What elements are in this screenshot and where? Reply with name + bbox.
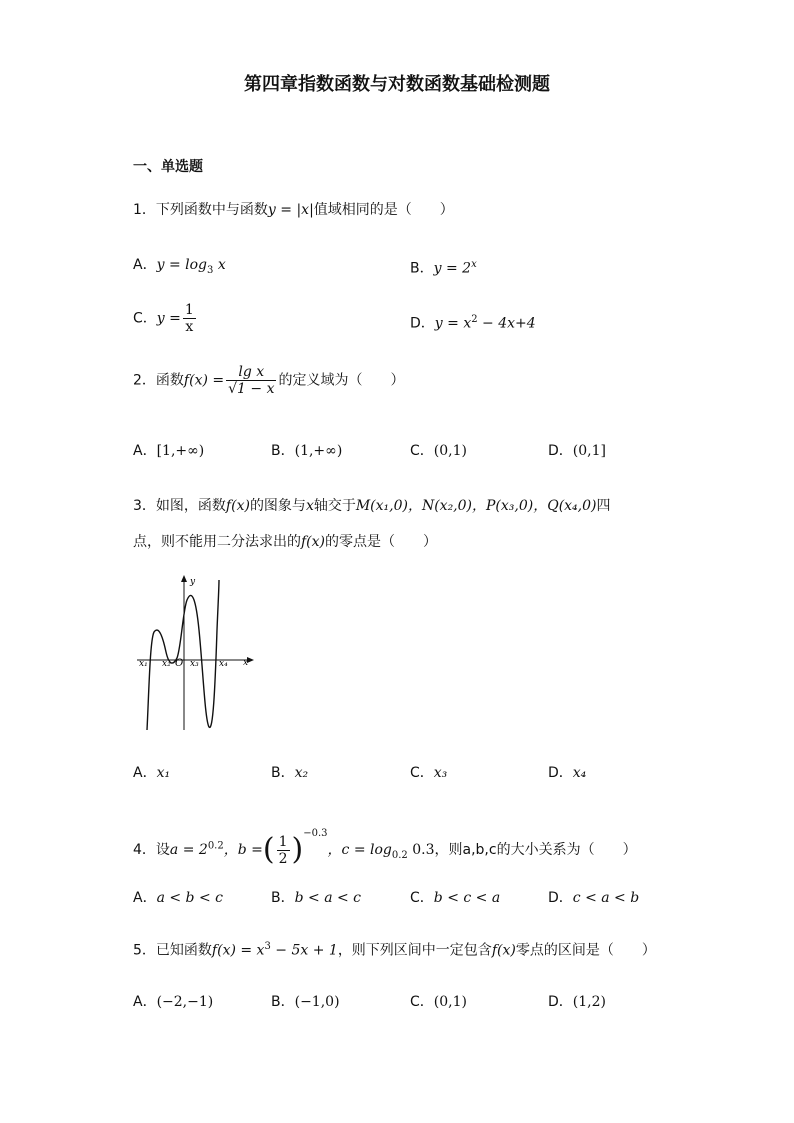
question-5 <box>133 935 656 963</box>
q2-prefix: 2．函数 <box>133 372 184 389</box>
option-label: B． <box>271 890 295 906</box>
option-label: B． <box>271 765 295 781</box>
y-axis-label: y <box>190 577 196 587</box>
denominator: x <box>185 319 194 335</box>
q2-option-b[interactable] <box>271 439 342 463</box>
option-value: (1,2) <box>572 994 606 1010</box>
option-label: A． <box>133 994 157 1010</box>
q4-option-a[interactable] <box>133 886 223 910</box>
q1-option-c[interactable] <box>133 302 198 335</box>
q5-option-a[interactable] <box>133 990 213 1014</box>
option-value: x₄ <box>572 765 587 781</box>
q3-text: 轴交于 <box>313 498 356 514</box>
q2-option-a[interactable] <box>133 439 204 463</box>
paren-open: ( <box>262 832 275 867</box>
option-label: A． <box>133 890 157 906</box>
q5-expr: f(x) = x <box>211 942 265 959</box>
function-curve <box>147 580 219 730</box>
option-label: D． <box>548 994 573 1010</box>
option-label: D． <box>548 890 573 906</box>
option-value: a < b < c <box>156 890 223 906</box>
q5-text: ，则下列区间中一定包含 <box>337 942 492 959</box>
q5-option-d[interactable] <box>548 990 606 1014</box>
numerator: 1 <box>184 302 194 318</box>
x4-label: x₄ <box>219 659 228 669</box>
question-4 <box>133 822 637 868</box>
q4-a: a = 2 <box>169 842 208 858</box>
question-3-line-1 <box>133 494 610 518</box>
q5-option-c[interactable] <box>410 990 467 1014</box>
option-label: A． <box>133 443 157 459</box>
q4-c: ，c = log <box>327 842 392 858</box>
q5-tail: − 5x + 1 <box>270 942 338 959</box>
question-2 <box>133 364 404 397</box>
option-label: C． <box>133 310 157 327</box>
option-label: D． <box>548 443 573 459</box>
q2-suffix: 的定义域为（ ） <box>278 372 405 389</box>
function-graph <box>133 570 258 735</box>
option-sup: x <box>471 259 477 270</box>
q4-b-exp: −0.3 <box>303 828 328 839</box>
option-label: C． <box>410 890 434 906</box>
option-value: x₂ <box>294 765 309 781</box>
q1-option-b[interactable] <box>410 253 477 281</box>
q1-prefix: 1．下列函数中与函数 <box>133 202 268 218</box>
q4-b: ，b = <box>223 842 263 858</box>
q5-suffix: 零点的区间是（ ） <box>515 942 656 959</box>
q5-exp: 3 <box>264 941 271 952</box>
x3-label: x₃ <box>190 659 199 669</box>
q1-option-a[interactable] <box>133 253 226 283</box>
numerator: lg x <box>226 364 276 381</box>
q4-a-exp: 0.2 <box>207 840 224 852</box>
option-tail: − 4x+4 <box>477 315 536 332</box>
option-value: (0,1) <box>433 443 467 459</box>
option-label: C． <box>410 443 434 459</box>
denominator: 2 <box>278 850 288 867</box>
option-value: [1,+∞) <box>156 443 205 459</box>
option-expr: y = x <box>434 315 472 332</box>
q2-option-d[interactable] <box>548 439 606 463</box>
option-sup: 2 <box>471 314 478 325</box>
q1-option-d[interactable] <box>410 308 536 336</box>
x1-label: x₁ <box>139 659 148 669</box>
option-tail: x <box>213 257 226 273</box>
option-label: A． <box>133 257 157 273</box>
q4-c-arg: 0.3 <box>407 842 435 858</box>
option-label: A． <box>133 765 157 781</box>
option-sub: 3 <box>207 264 214 276</box>
q3-points: M(x₁,0)，N(x₂,0)，P(x₃,0)，Q(x₄,0) <box>355 498 597 514</box>
option-label: D． <box>410 315 435 332</box>
denominator: √1 − x <box>228 381 275 397</box>
option-lhs: y = <box>156 310 181 327</box>
q3-text: 四 <box>596 498 611 514</box>
q4-suffix: ，则a,b,c的大小关系为（ ） <box>434 842 637 858</box>
option-expr: y = log <box>156 257 207 273</box>
option-value: c < a < b <box>572 890 640 906</box>
option-label: D． <box>548 765 573 781</box>
q4-option-c[interactable] <box>410 886 500 910</box>
q3-option-a[interactable] <box>133 761 170 785</box>
x-axis-label: x <box>243 658 249 668</box>
q4-option-d[interactable] <box>548 886 639 910</box>
origin-label: O <box>175 658 184 669</box>
q2-option-c[interactable] <box>410 439 467 463</box>
fraction <box>226 364 276 397</box>
q3-function: f(x) <box>301 534 326 550</box>
option-expr: y = 2 <box>433 260 472 277</box>
q3-text: 3．如图，函数 <box>133 498 226 514</box>
option-label: C． <box>410 994 434 1010</box>
option-value: x₁ <box>156 765 171 781</box>
option-value: (−1,0) <box>294 994 340 1010</box>
page-title: 第四章指数函数与对数函数基础检测题 <box>244 74 550 95</box>
fraction <box>183 302 196 335</box>
q5-function: f(x) <box>491 942 516 959</box>
fraction <box>277 834 290 867</box>
option-value: (−2,−1) <box>156 994 214 1010</box>
paren-close: ) <box>291 832 304 867</box>
q5-text: 5．已知函数 <box>133 942 212 959</box>
q4-option-b[interactable] <box>271 886 361 910</box>
q4-text: 4．设 <box>133 842 170 858</box>
section-heading: 一、单选题 <box>133 159 203 175</box>
option-value: b < c < a <box>433 890 501 906</box>
option-label: C． <box>410 765 434 781</box>
q1-suffix: 值域相同的是（ ） <box>313 202 454 218</box>
option-value: (0,1) <box>433 994 467 1010</box>
q3-option-d[interactable] <box>548 761 586 785</box>
option-value: x₃ <box>433 765 448 781</box>
q3-text: 点，则不能用二分法求出的 <box>133 534 301 550</box>
question-1 <box>133 198 454 222</box>
q4-c-base: 0.2 <box>391 849 408 861</box>
x2-label: x₂ <box>162 659 171 669</box>
q3-axis: x <box>305 498 314 514</box>
q3-option-c[interactable] <box>410 761 447 785</box>
option-label: B． <box>271 443 295 459</box>
q2-lhs: f(x) = <box>183 372 225 389</box>
option-label: B． <box>271 994 295 1010</box>
q3-function: f(x) <box>225 498 250 514</box>
question-3-line-2 <box>133 530 437 554</box>
q3-option-b[interactable] <box>271 761 308 785</box>
option-label: B． <box>410 260 434 277</box>
q3-text: 的图象与 <box>249 498 306 514</box>
q3-text: 的零点是（ ） <box>325 534 438 550</box>
option-value: (0,1] <box>572 443 606 459</box>
numerator: 1 <box>278 833 288 850</box>
y-axis-arrow <box>181 575 187 582</box>
q1-expr: y = |x| <box>267 202 314 218</box>
option-value: b < a < c <box>294 890 362 906</box>
option-value: (1,+∞) <box>294 443 343 459</box>
q5-option-b[interactable] <box>271 990 340 1014</box>
